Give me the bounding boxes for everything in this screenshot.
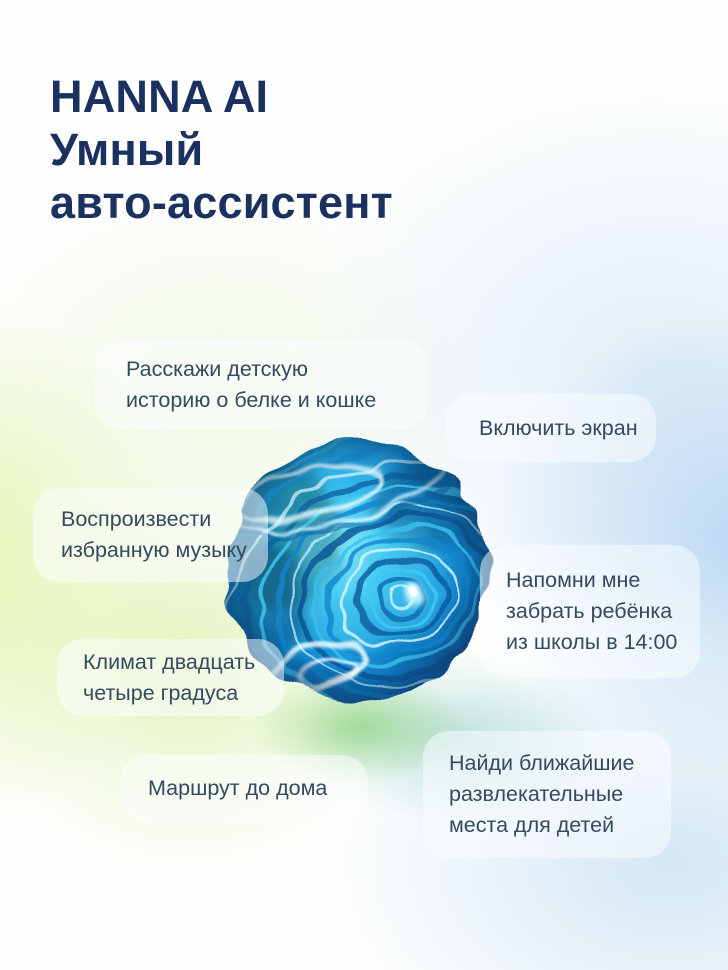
- bubble-line: Включить экран: [479, 415, 638, 440]
- bubble-line: Найди ближайшие: [449, 751, 635, 775]
- bubble-line: Климат двадцать: [83, 649, 256, 674]
- brand-title: HANNA AI: [50, 71, 269, 122]
- voice-command-bubble-play-music: [33, 488, 268, 582]
- voice-command-bubble-find-places: [423, 731, 671, 858]
- voice-command-bubble-reminder: [480, 545, 700, 678]
- voice-command-bubble-route-home: [120, 755, 368, 822]
- bubble-line: избранную музыку: [61, 538, 247, 562]
- subtitle-line-1: Умный: [50, 124, 204, 175]
- bubble-line: из школы в 14:00: [506, 630, 678, 654]
- bubble-line: историю о белке и кошке: [126, 388, 377, 412]
- voice-command-bubble-tell-story: [95, 340, 428, 430]
- bubble-line: Напомни мне: [506, 568, 641, 592]
- voice-command-bubble-turn-on-screen: [445, 394, 656, 462]
- bubble-line: места для детей: [449, 813, 615, 837]
- subtitle-line-2: авто-ассистент: [50, 177, 393, 228]
- bubble-line: Маршрут до дома: [148, 776, 328, 800]
- bubble-line: четыре градуса: [83, 680, 239, 705]
- voice-command-bubble-climate: [57, 639, 284, 716]
- title-block: [50, 70, 393, 229]
- bubble-line: Расскажи детскую: [126, 357, 308, 381]
- bubble-line: забрать ребёнка: [506, 599, 673, 623]
- bubble-line: Воспроизвести: [61, 507, 212, 531]
- bubble-line: развлекательные: [449, 782, 624, 806]
